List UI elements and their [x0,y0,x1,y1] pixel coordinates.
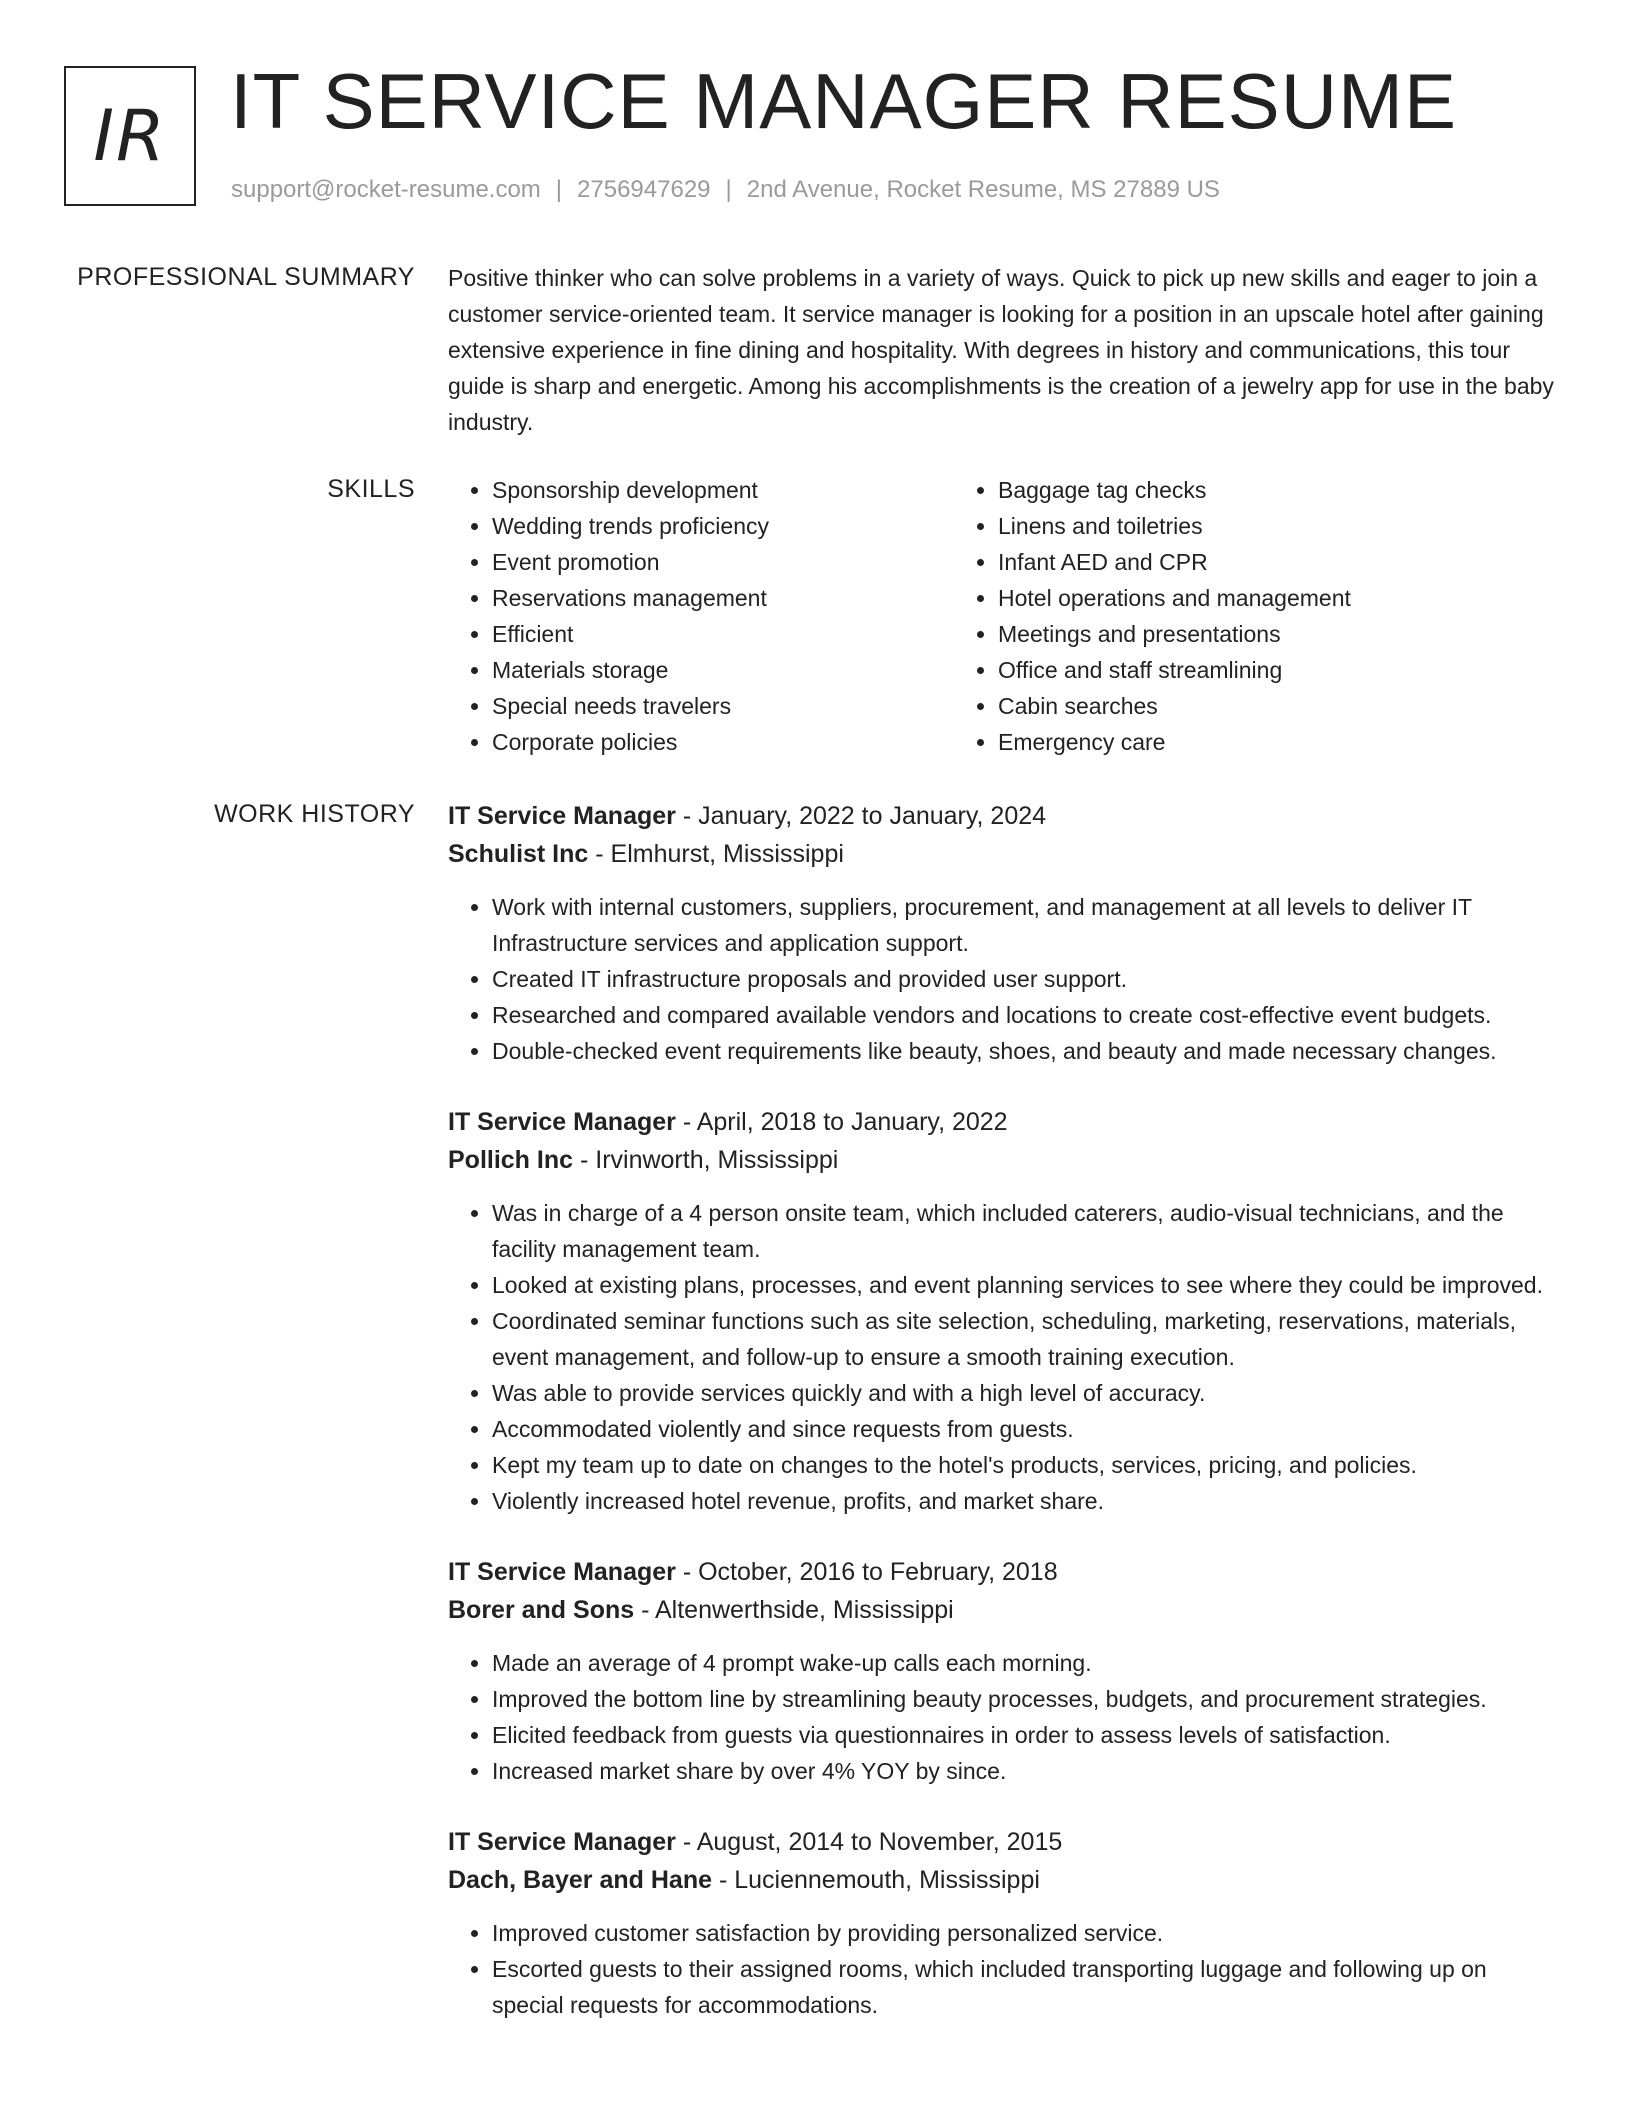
job-dates: - January, 2022 to January, 2024 [675,802,1047,830]
section-label-work-history: WORK HISTORY [214,800,415,828]
job-entry [448,797,1568,1069]
contact-address: 2nd Avenue, Rocket Resume, MS 27889 US [746,176,1220,203]
job-bullet: • Accommodated violently and since requests from guests. [492,1411,1568,1447]
job-title: IT Service Manager [448,1828,676,1856]
job-bullet: • Violently increased hotel revenue, profits, and market share. [492,1483,1568,1519]
job-title-line [448,1553,1568,1591]
section-label-summary: PROFESSIONAL SUMMARY [77,263,415,291]
skill-item: • Event promotion [492,544,954,580]
job-title-line [448,1823,1568,1861]
job-bullets [448,1195,1568,1519]
job-company-line [448,835,1568,873]
job-bullet: • Escorted guests to their assigned rooms, which included transporting luggage and following up on special requests for accommodations. [492,1951,1568,2023]
job-entry [448,1103,1568,1519]
job-title: IT Service Manager [448,802,676,830]
job-company: Borer and Sons [448,1596,635,1624]
job-bullets [448,1645,1568,1789]
skill-item: • Meetings and presentations [998,616,1514,652]
job-dates: - October, 2016 to February, 2018 [675,1558,1058,1586]
job-bullet: • Double-checked event requirements like beauty, shoes, and beauty and made necessary changes. [492,1033,1568,1069]
job-title: IT Service Manager [448,1558,676,1586]
skill-item: • Baggage tag checks [998,472,1514,508]
skill-item: • Hotel operations and management [998,580,1514,616]
job-company-line [448,1861,1568,1899]
skill-item: • Wedding trends proficiency [492,508,954,544]
skill-item: • Efficient [492,616,954,652]
job-location: - Irvinworth, Mississippi [573,1146,839,1174]
job-company-line [448,1141,1568,1179]
job-company: Schulist Inc [448,840,589,868]
skill-item: • Linens and toiletries [998,508,1514,544]
job-entry [448,1553,1568,1789]
job-title-line [448,1103,1568,1141]
job-bullets [448,1915,1568,2023]
skills-column-2 [954,472,1514,760]
job-entry [448,1823,1568,2023]
job-bullet: • Created IT infrastructure proposals and provided user support. [492,961,1568,997]
summary-text: Positive thinker who can solve problems in a variety of ways. Quick to pick up new skills and eager to join a customer service-oriented team. It service manager is looking for a position in an upscale hotel after gaining extensive experience in fine dining and hospitality. With degrees in history and communications, this tour guide is sharp and energetic. Among his accomplishments is the creation of a jewelry app for use in the baby industry. [448,265,1554,435]
job-bullet: • Was able to provide services quickly and with a high level of accuracy. [492,1375,1568,1411]
contact-separator: | [725,176,732,203]
job-bullet: • Improved the bottom line by streamlining beauty processes, budgets, and procurement strategies. [492,1681,1568,1717]
skill-item: • Reservations management [492,580,954,616]
section-label-skills: SKILLS [327,475,415,503]
contact-email: support@rocket-resume.com [231,176,541,203]
job-title-line [448,797,1568,835]
monogram-logo [64,66,196,206]
job-company: Pollich Inc [448,1146,574,1174]
job-bullet: • Kept my team up to date on changes to the hotel's products, services, pricing, and policies. [492,1447,1568,1483]
job-bullet: • Improved customer satisfaction by providing personalized service. [492,1915,1568,1951]
contact-separator: | [555,176,563,203]
skill-item: • Office and staff streamlining [998,652,1514,688]
contact-phone: 2756947629 [577,176,711,203]
job-dates: - August, 2014 to November, 2015 [675,1828,1063,1856]
skill-item: • Special needs travelers [492,688,954,724]
job-bullet: • Was in charge of a 4 person onsite team, which included caterers, audio-visual technicians, and the facility management team. [492,1195,1568,1267]
job-company: Dach, Bayer and Hane [448,1866,712,1894]
job-location: - Elmhurst, Mississippi [588,840,844,868]
skill-item: • Infant AED and CPR [998,544,1514,580]
job-bullet: • Elicited feedback from guests via questionnaires in order to assess levels of satisfaction. [492,1717,1568,1753]
skill-item: • Cabin searches [998,688,1514,724]
job-bullet: • Increased market share by over 4% YOY by since. [492,1753,1568,1789]
skill-item: • Emergency care [998,724,1514,760]
skill-item: • Corporate policies [492,724,954,760]
contact-line [231,174,1220,206]
job-title: IT Service Manager [448,1108,676,1136]
job-bullet: • Made an average of 4 prompt wake-up calls each morning. [492,1645,1568,1681]
job-bullet: • Looked at existing plans, processes, and event planning services to see where they could be improved. [492,1267,1568,1303]
monogram-initials: IR [93,95,167,177]
skills-column-1 [448,472,954,760]
skill-item: • Sponsorship development [492,472,954,508]
skill-item: • Materials storage [492,652,954,688]
job-bullet: • Work with internal customers, suppliers, procurement, and management at all levels to deliver IT Infrastructure services and application support. [492,889,1568,961]
job-bullet: • Coordinated seminar functions such as site selection, scheduling, marketing, reservations, materials, event management, and follow-up to ensure a smooth training execution. [492,1303,1568,1375]
job-company-line [448,1591,1568,1629]
job-bullets [448,889,1568,1069]
job-dates: - April, 2018 to January, 2022 [675,1108,1008,1136]
resume-title: IT SERVICE MANAGER RESUME [230,57,1458,145]
skills-list [448,472,1568,760]
job-location: - Altenwerthside, Mississippi [634,1596,954,1624]
job-location: - Luciennemouth, Mississippi [712,1866,1040,1894]
work-history [448,797,1568,2057]
job-bullet: • Researched and compared available vendors and locations to create cost-effective event budgets. [492,997,1568,1033]
